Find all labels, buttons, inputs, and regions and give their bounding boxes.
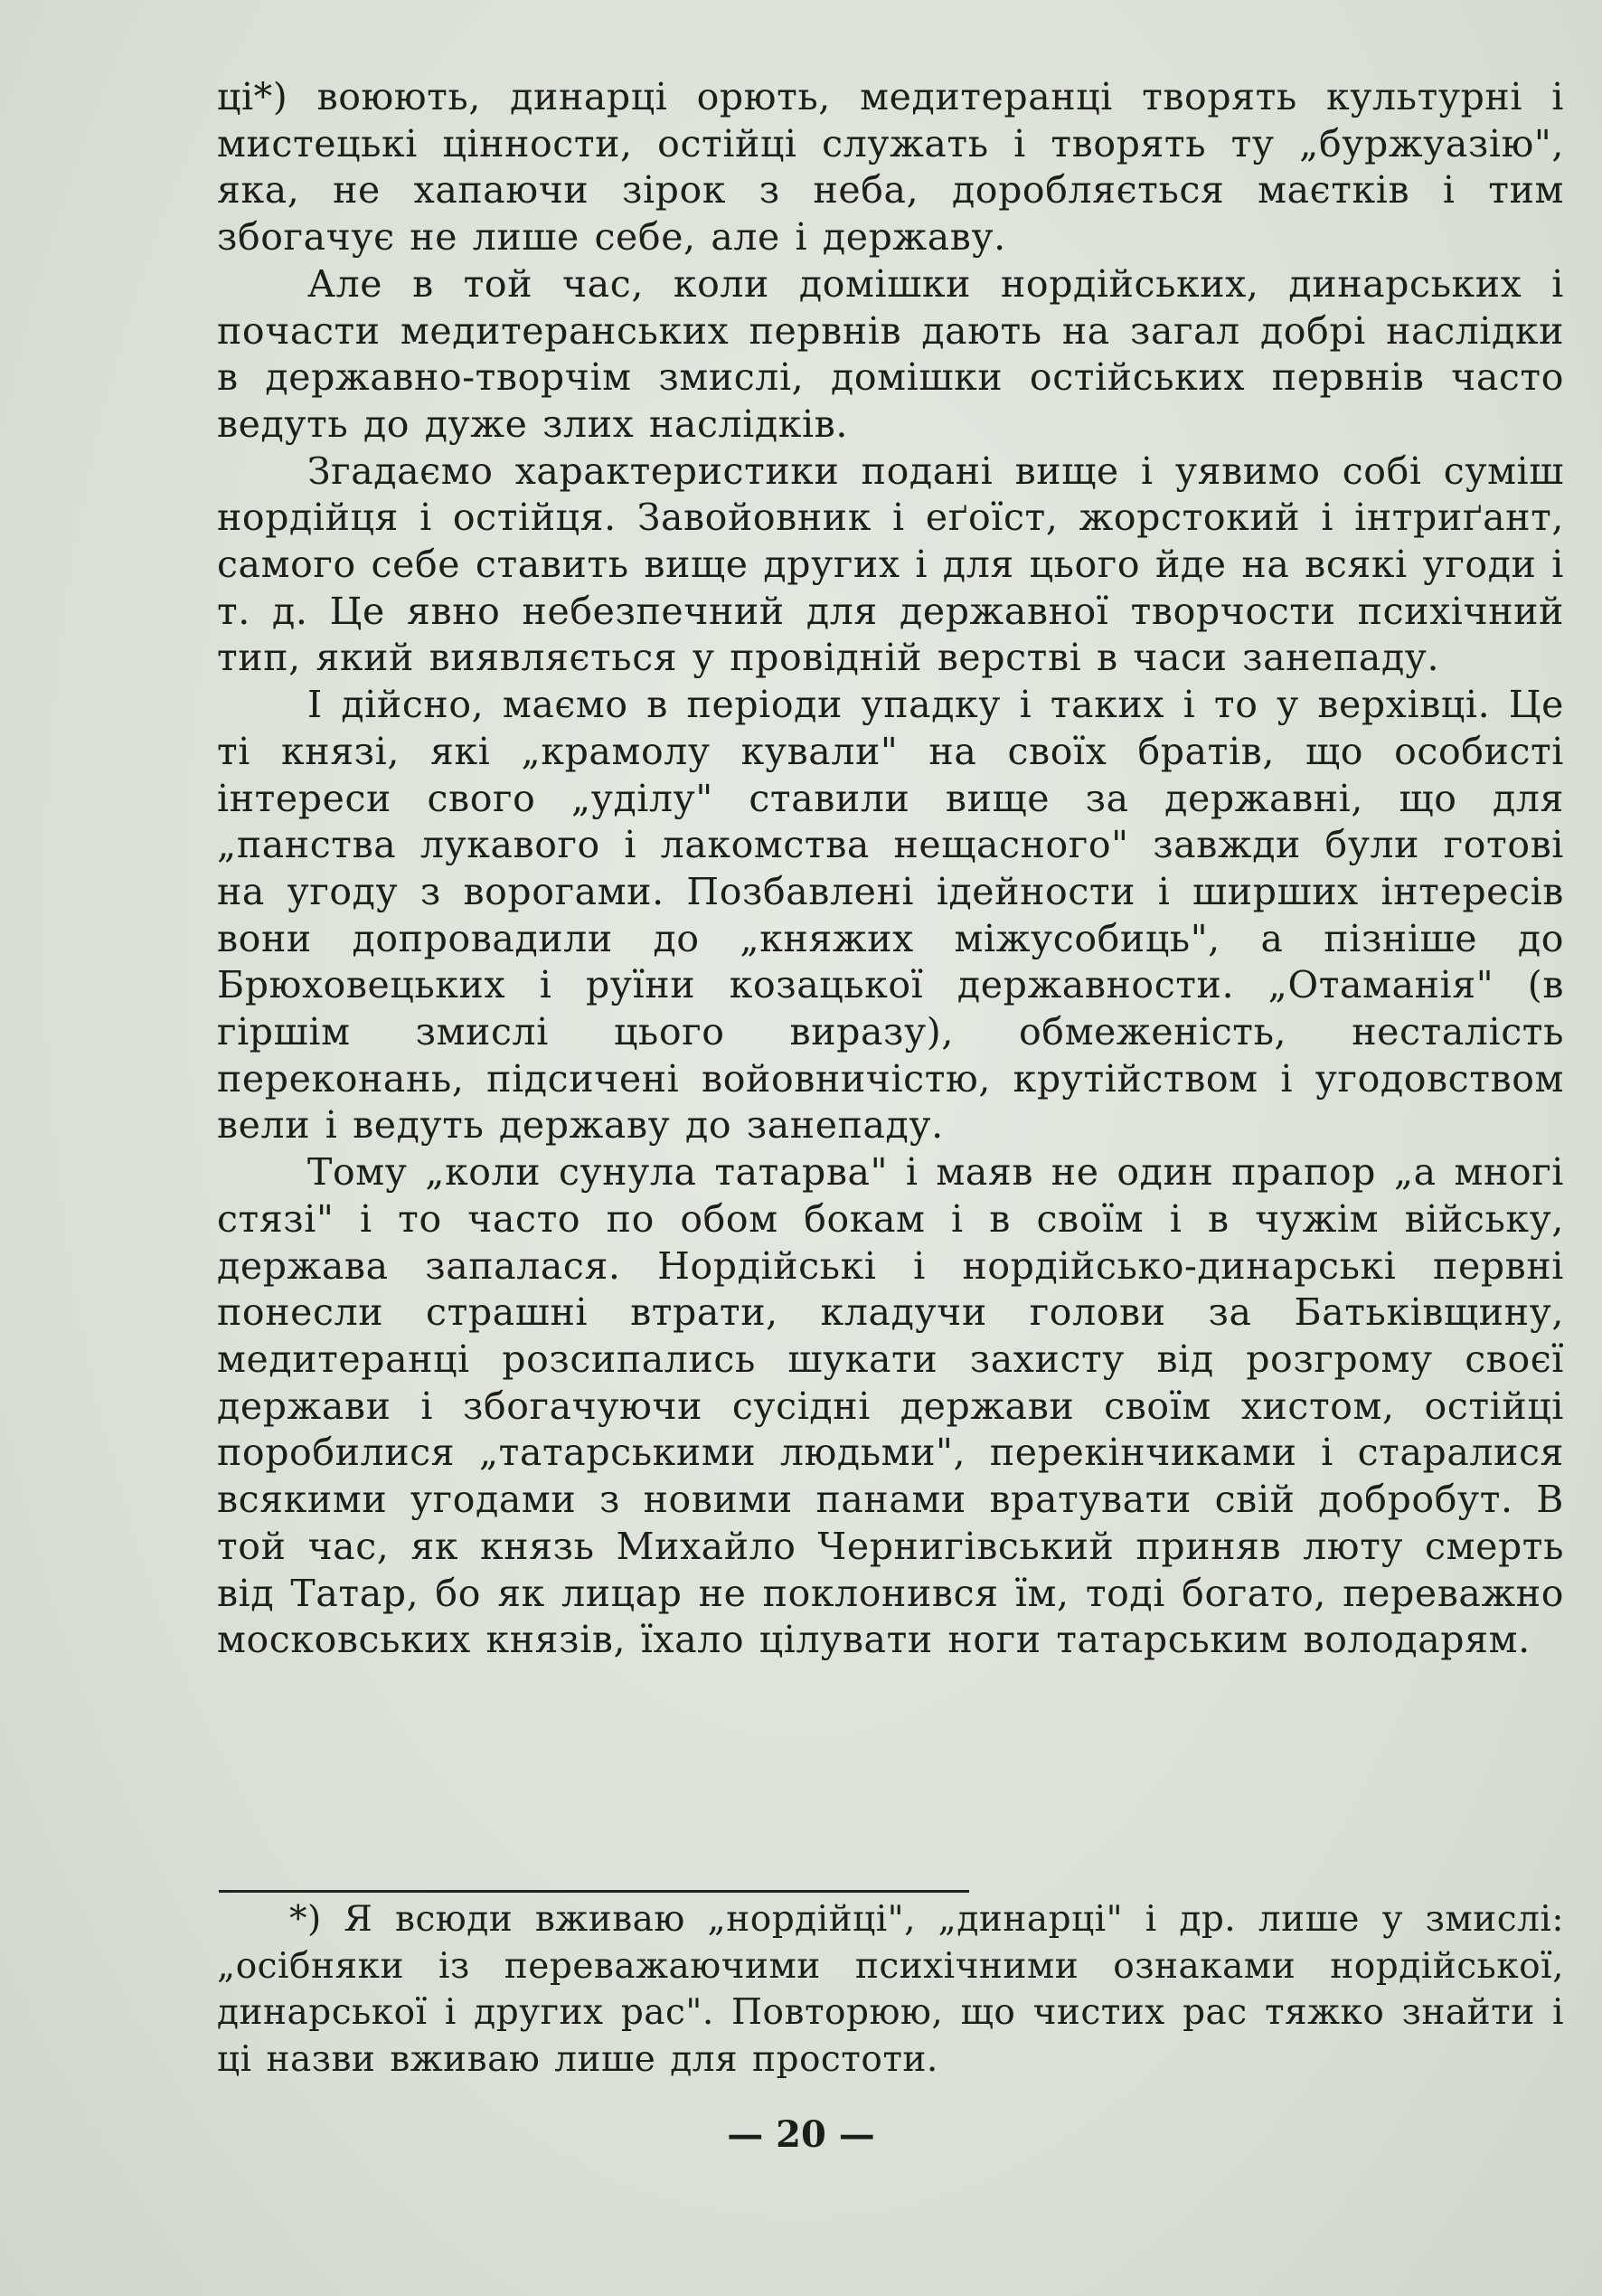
paragraph-3: Згадаємо характеристики подані вище і уявимо собі суміш нордійця і остійця. Завойовник і еґоїст, жорстокий і інтриґант, самого себе ставить вище других і для цього йде на всякі угоди і т. д. Це явно небезпечний для державної творчости психічний тип, який виявляється у провідній верстві в часи занепаду. [217, 449, 1564, 680]
paragraph-2: Але в той час, коли домішки нордійських, динарських і почасти медитеранських первнів дають на загал добрі наслідки в державно-творчім змислі, домішки остійських первнів часто ведуть до дуже злих наслідків. [217, 261, 1564, 446]
body-text [217, 74, 1564, 1664]
footnote-divider [219, 1890, 969, 1893]
paragraph-5: Тому „коли сунула татарва" і маяв не один прапор „а многі стязі" і то часто по обом бокам і в своїм і в чужім війську, держава запалася. Нордійські і нордійсько-динарські первні понесли страшні втрати, кладучи голови за Батьківщину, медитеранці розсипались шукати захисту від розгрому своєї держави і збогачуючи сусідні держави своїм хистом, остійці поробилися „татарськими людьми", перекінчиками і старалися всякими угодами з новими панами вратувати свій добробут. В той час, як князь Михайло Чернигівський приняв люту смерть від Татар, бо як лицар не поклонився їм, тоді богато, переважно московських князів, їхало цілувати ноги татарським володарям. [217, 1150, 1564, 1662]
paragraph-4: І дійсно, маємо в періоди упадку і таких і то у верхівці. Це ті князі, які „крамолу кували" на своїх братів, що особисті інтереси свого „уділу" ставили вище за державні, що для „панства лукавого і лакомства нещасного" завжди були готові на угоду з ворогами. Позбавлені ідейности і ширших інтересів вони допровадили до „княжих міжусобиць", а пізніше до Брюховецьких і руїни козацької державности. „Отаманія" (в гіршім змислі цього виразу), обмеженість, несталість переконань, підсичені войовничістю, крутійством і угодовством вели і ведуть державу до занепаду. [217, 683, 1564, 1148]
paragraph-1: ці*) воюють, динарці орють, медитеранці творять культурні і мистецькі цінности, остійці служать і творять ту „буржуазію", яка, не хапаючи зірок з неба, доробляється маєтків і тим збогачує не лише себе, але і державу. [217, 75, 1564, 260]
footnote: *) Я всюди вживаю „нордійці", „динарці" і др. лише у змислі: „осібняки із переважаючими психічними ознаками нордійської, динарської і других рас". Повторюю, що чистих рас тяжко знайти і ці назви вживаю лише для простоти. [217, 1899, 1564, 2080]
page-number: — 20 — [727, 2113, 875, 2156]
